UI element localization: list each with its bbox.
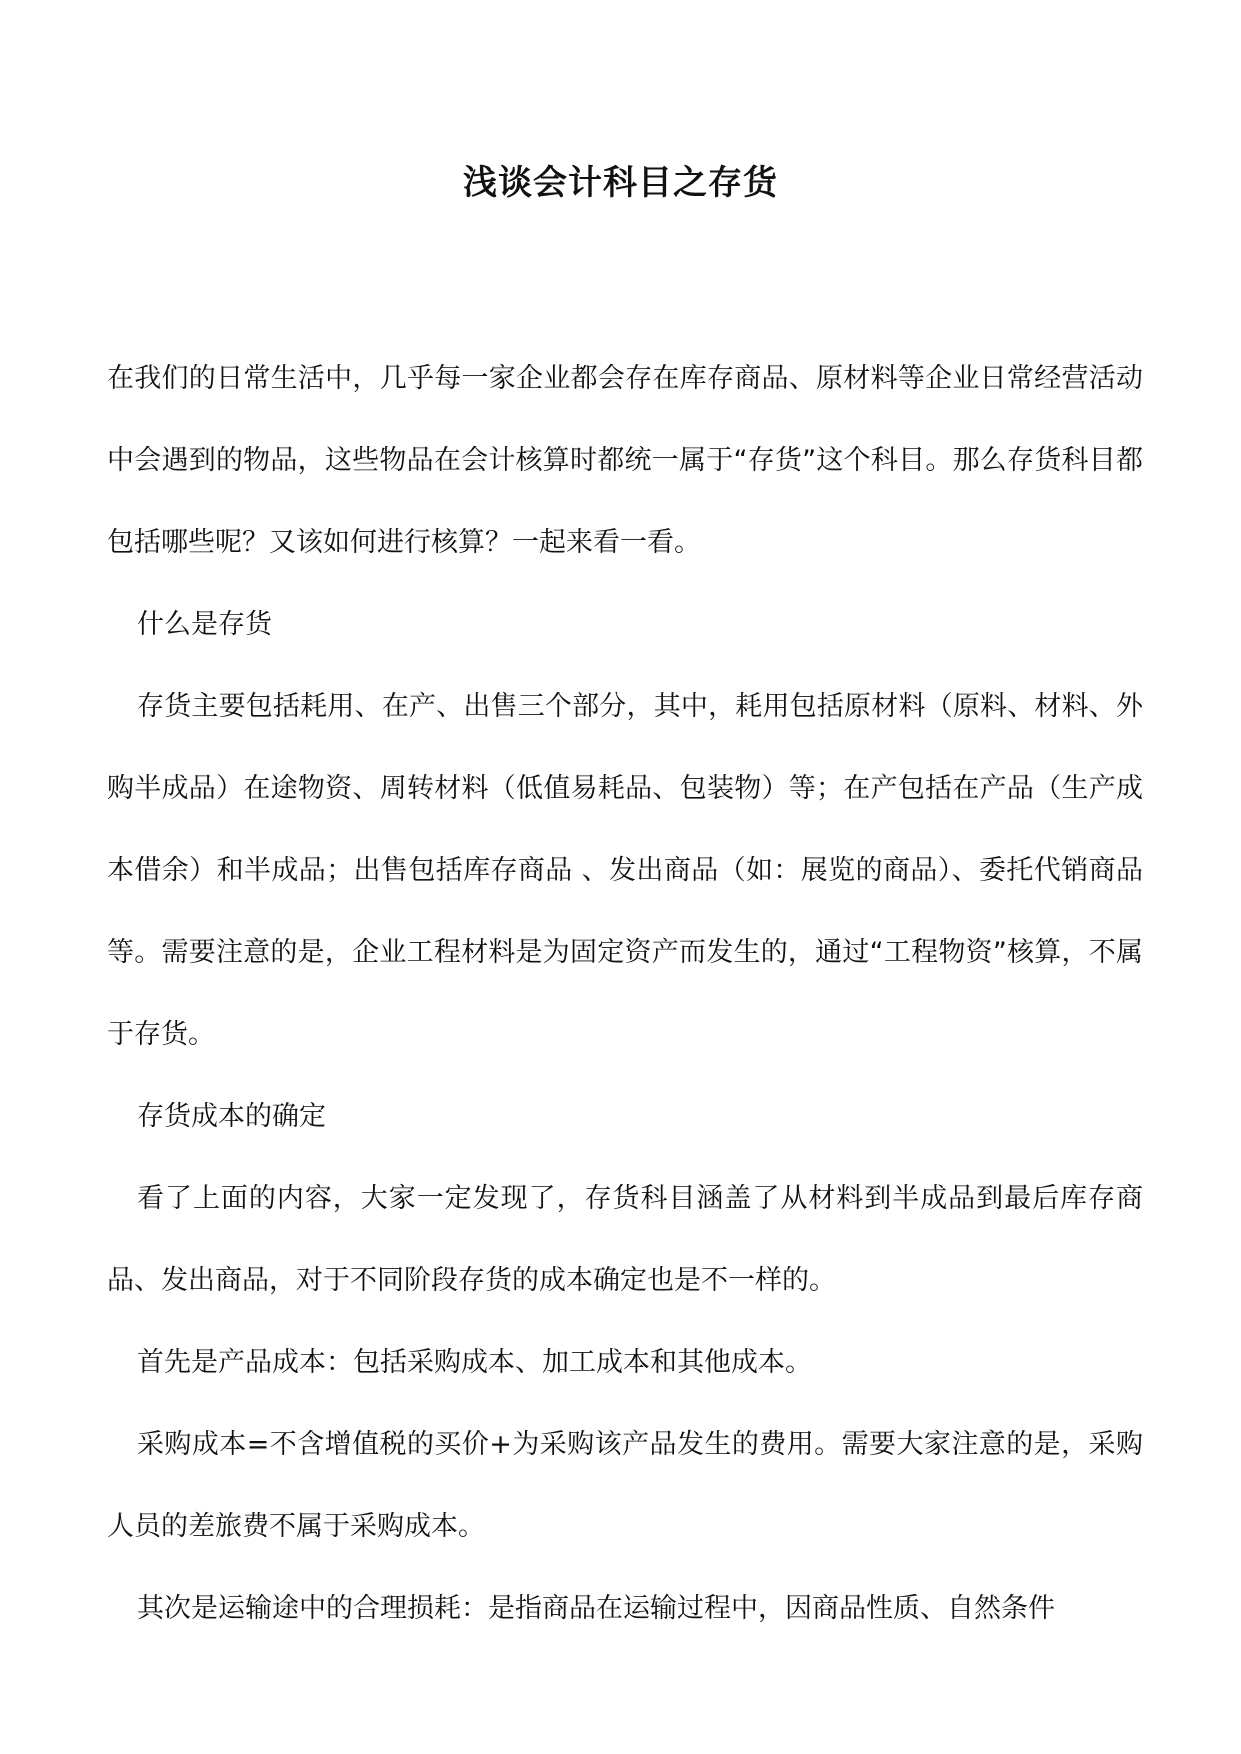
section-heading-inventory-cost: 存货成本的确定 bbox=[137, 1101, 326, 1132]
transport-loss-paragraph: 其次是运输途中的合理损耗：是指商品在运输过程中，因商品性质、自然条件 bbox=[137, 1593, 1055, 1624]
purchase-cost-paragraph: 采购成本=不含增值税的买价+为采购该产品发生的费用。需要大家注意的是，采购人员的差旅费不属于采购成本。 bbox=[107, 1429, 1143, 1542]
intro-paragraph: 在我们的日常生活中，几乎每一家企业都会存在库存商品、原材料等企业日常经营活动中会遇到的物品，这些物品在会计核算时都统一属于“存货”这个科目。那么存货科目都包括哪些呢？又该如何进行核算？一起来看一看。 bbox=[107, 363, 1143, 558]
cost-overview-paragraph: 看了上面的内容，大家一定发现了，存货科目涵盖了从材料到半成品到最后库存商品、发出商品，对于不同阶段存货的成本确定也是不一样的。 bbox=[107, 1183, 1143, 1296]
document-body bbox=[107, 338, 1143, 1650]
product-cost-paragraph: 首先是产品成本：包括采购成本、加工成本和其他成本。 bbox=[137, 1347, 812, 1378]
inventory-definition-paragraph: 存货主要包括耗用、在产、出售三个部分，其中，耗用包括原材料（原料、材料、外购半成品）在途物资、周转材料（低值易耗品、包装物）等；在产包括在产品（生产成本借余）和半成品；出售包括库存商品 、发出商品（如：展览的商品）、委托代销商品等。需要注意的是，企业工程材料是为固定资产而发生的，通过“工程物资”核算，不属于存货。 bbox=[107, 691, 1143, 1050]
document-title: 浅谈会计科目之存货 bbox=[463, 163, 778, 203]
section-heading-what-is-inventory: 什么是存货 bbox=[137, 609, 272, 640]
